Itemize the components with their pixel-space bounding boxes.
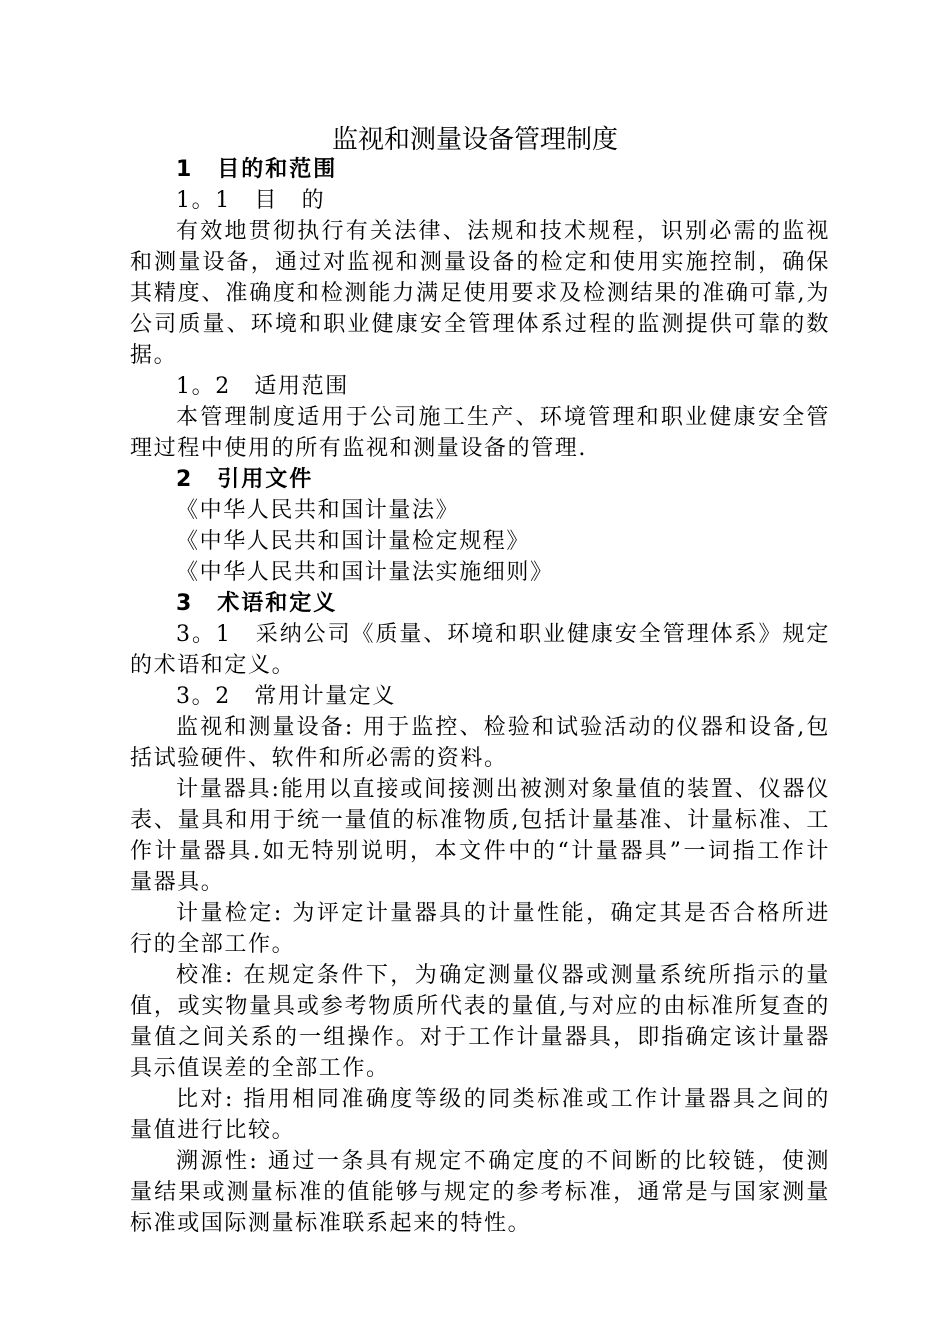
- definition-line: 作计量器具.如无特别说明，本文件中的“计量器具”一词指工作计: [130, 839, 830, 864]
- paragraph-line: 3。1 采纳公司《质量、环境和职业健康安全管理体系》规定: [176, 622, 830, 647]
- definition-line: 计量检定: 为评定计量器具的计量性能，确定其是否合格所进: [176, 901, 830, 926]
- paragraph-line: 据。: [130, 343, 178, 368]
- paragraph-line: 本管理制度适用于公司施工生产、环境管理和职业健康安全管: [176, 405, 830, 430]
- paragraph-line: 和测量设备，通过对监视和测量设备的检定和使用实施控制，确保: [130, 250, 830, 275]
- definition-line: 具示值误差的全部工作。: [130, 1056, 390, 1081]
- definition-line: 监视和测量设备: 用于监控、检验和试验活动的仪器和设备,包: [176, 715, 830, 740]
- paragraph-line: 公司质量、环境和职业健康安全管理体系过程的监测提供可靠的数: [130, 312, 830, 337]
- definition-line: 表、量具和用于统一量值的标准物质,包括计量基准、计量标准、工: [130, 808, 830, 833]
- definition-line: 溯源性: 通过一条具有规定不确定度的不间断的比较链，使测: [176, 1149, 830, 1174]
- section-2-heading: 2 引用文件: [176, 467, 314, 492]
- section-1-1-heading: 1。1 目 的: [176, 188, 326, 213]
- definition-line: 量值之间关系的一组操作。对于工作计量器具，即指确定该计量器: [130, 1025, 830, 1050]
- definition-line: 量值进行比较。: [130, 1118, 296, 1143]
- definition-line: 量器具。: [130, 870, 225, 895]
- reference-item: 《中华人民共和国计量法实施细则》: [176, 560, 554, 585]
- definition-line: 行的全部工作。: [130, 932, 296, 957]
- paragraph-line: 有效地贯彻执行有关法律、法规和技术规程，识别必需的监视: [176, 219, 830, 244]
- paragraph-line: 其精度、准确度和检测能力满足使用要求及检测结果的准确可靠,为: [130, 281, 830, 306]
- section-1-heading: 1 目的和范围: [176, 157, 338, 182]
- page-title: 监视和测量设备管理制度: [331, 125, 618, 155]
- definition-line: 校准: 在规定条件下，为确定测量仪器或测量系统所指示的量: [176, 963, 830, 988]
- section-3-heading: 3 术语和定义: [176, 591, 338, 616]
- definition-line: 比对: 指用相同准确度等级的同类标准或工作计量器具之间的: [176, 1087, 830, 1112]
- definition-line: 值，或实物量具或参考物质所代表的量值,与对应的由标准所复查的: [130, 994, 830, 1019]
- definition-line: 标准或国际测量标准联系起来的特性。: [130, 1211, 532, 1236]
- reference-item: 《中华人民共和国计量检定规程》: [176, 529, 531, 554]
- paragraph-line: 理过程中使用的所有监视和测量设备的管理.: [130, 436, 587, 461]
- section-3-2-heading: 3。2 常用计量定义: [176, 684, 396, 709]
- definition-line: 量结果或测量标准的值能够与规定的参考标准，通常是与国家测量: [130, 1180, 830, 1205]
- definition-line: 计量器具:能用以直接或间接测出被测对象量值的装置、仪器仪: [176, 777, 830, 802]
- paragraph-line: 的术语和定义。: [130, 653, 296, 678]
- document-body: [130, 154, 830, 1239]
- definition-line: 括试验硬件、软件和所必需的资料。: [130, 746, 508, 771]
- section-1-2-heading: 1。2 适用范围: [176, 374, 349, 399]
- reference-item: 《中华人民共和国计量法》: [176, 498, 460, 523]
